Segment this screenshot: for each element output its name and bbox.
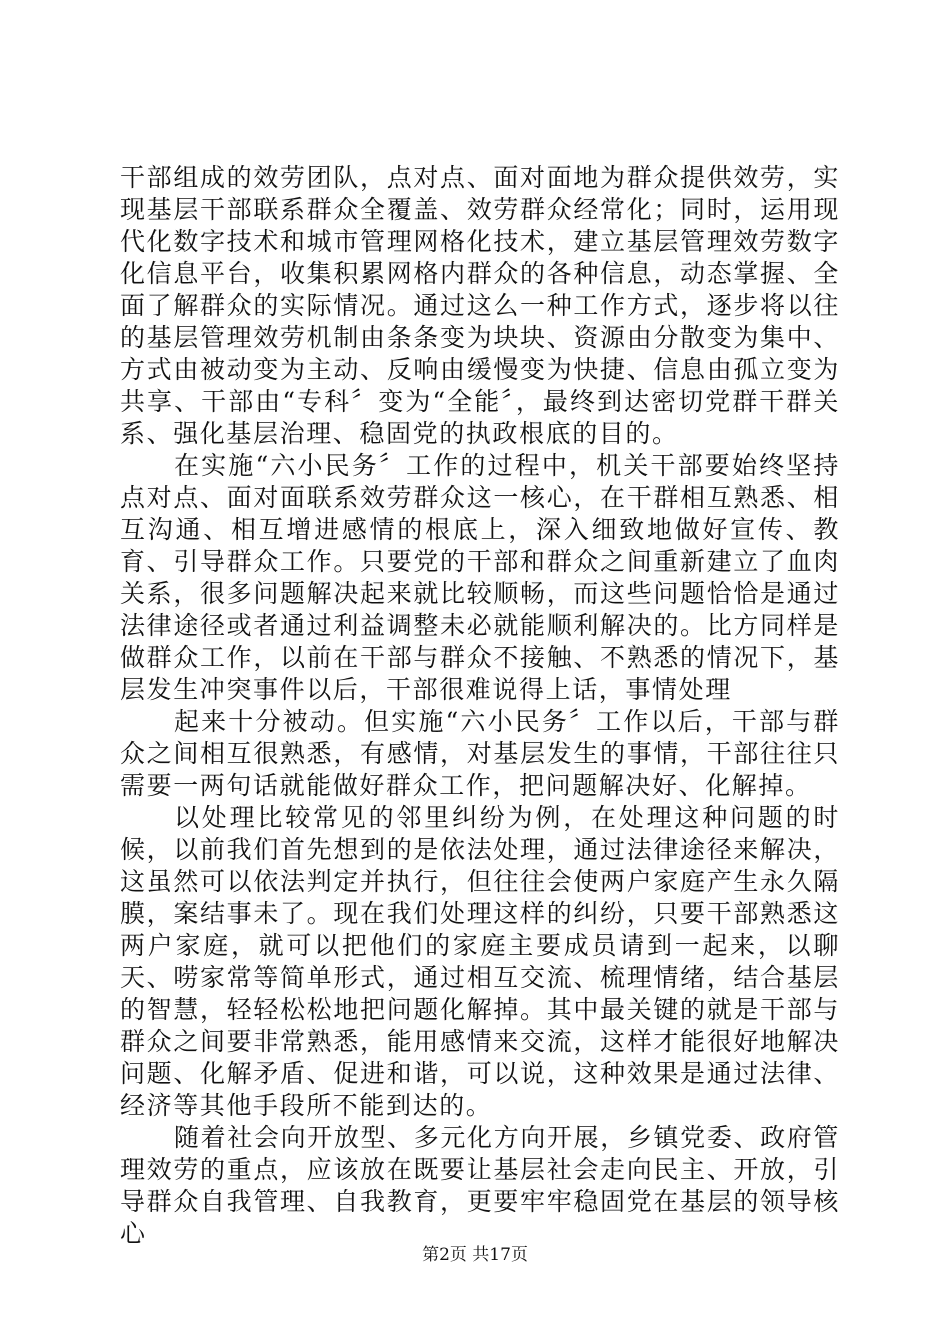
paragraph-4: 以处理比较常见的邻里纠纷为例，在处理这种问题的时候，以前我们首先想到的是依法处理，通过法律途径来解决，这虽然可以依法判定并执行，但往往会使两户家庭产生永久隔膜，案结事未了。现在我们处理这样的纠纷，只要干部熟悉这两户家庭，就可以把他们的家庭主要成员请到一起来，以聊天、唠家常等简单形式，通过相互交流、梳理情绪，结合基层的智慧，轻轻松松地把问题化解掉。其中最关键的就是干部与群众之间要非常熟悉，能用感情来交流，这样才能很好地解决问题、化解矛盾、促进和谐，可以说，这种效果是通过法律、经济等其他手段所不能到达的。 bbox=[120, 803, 840, 1120]
total-label-suffix: 页 bbox=[510, 1245, 528, 1265]
total-label-prefix: 共 bbox=[472, 1245, 490, 1265]
paragraph-1: 干部组成的效劳团队，点对点、面对面地为群众提供效劳，实现基层干部联系群众全覆盖、效劳群众经常化；同时，运用现代化数字技术和城市管理网格化技术，建立基层管理效劳数字化信息平台，收集积累网格内群众的各种信息，动态掌握、全面了解群众的实际情况。通过这么一种工作方式，逐步将以往的基层管理效劳机制由条条变为块块、资源由分散变为集中、方式由被动变为主动、反响由缓慢变为快捷、信息由孤立变为共享、干部由“专科〞变为“全能〞，最终到达密切党群干群关系、强化基层治理、稳固党的执政根底的目的。 bbox=[120, 163, 840, 448]
current-page-number: 2 bbox=[439, 1245, 450, 1265]
paragraph-2: 在实施“六小民务〞工作的过程中，机关干部要始终坚持点对点、面对面联系效劳群众这一核心，在干群相互熟悉、相互沟通、相互增进感情的根底上，深入细致地做好宣传、教育、引导群众工作。只要党的干部和群众之间重新建立了血肉关系，很多问题解决起来就比较顺畅，而这些问题恰恰是通过法律途径或者通过利益调整未必就能顺利解决的。比方同样是做群众工作，以前在干部与群众不接触、不熟悉的情况下，基层发生冲突事件以后，干部很难说得上话，事情处理 bbox=[120, 451, 840, 704]
page-footer bbox=[0, 1243, 950, 1267]
page-label-suffix: 页 bbox=[449, 1245, 467, 1265]
document-body bbox=[120, 162, 840, 1250]
paragraph-3: 起来十分被动。但实施“六小民务〞工作以后，干部与群众之间相互很熟悉，有感情，对基层发生的事情，干部往往只需要一两句话就能做好群众工作，把问题解决好、化解掉。 bbox=[120, 707, 840, 800]
total-page-count: 17 bbox=[489, 1245, 511, 1265]
page-label-prefix: 第 bbox=[422, 1245, 440, 1265]
paragraph-5: 随着社会向开放型、多元化方向开展，乡镇党委、政府管理效劳的重点，应该放在既要让基层社会走向民主、开放，引导群众自我管理、自我教育，更要牢牢稳固党在基层的领导核心 bbox=[120, 1123, 840, 1248]
